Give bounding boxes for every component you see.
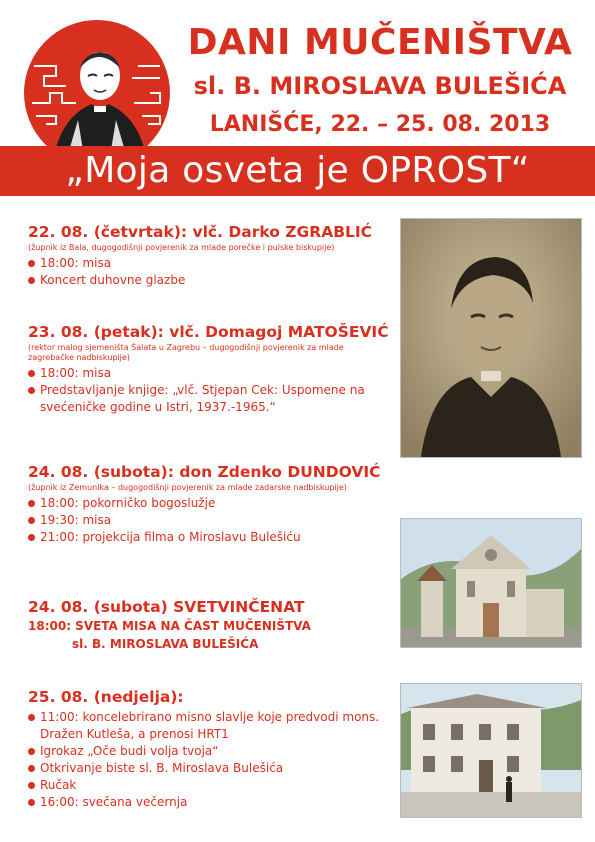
- list-item: Ručak: [28, 777, 393, 794]
- bullet-icon: [28, 370, 35, 377]
- event-day-1: [28, 222, 393, 289]
- event-heading: 24. 08. (subota): don Zdenko DUNDOVIĆ: [28, 463, 381, 481]
- list-item: Otkrivanje biste sl. B. Miroslava Bulešića: [28, 760, 393, 777]
- bullet-icon: [28, 517, 35, 524]
- list-item: Igrokaz „Oče budi volja tvoja“: [28, 743, 393, 760]
- list-item: 21:00: projekcija filma o Miroslavu Bulešiću: [28, 529, 393, 546]
- bullet-icon: [28, 782, 35, 789]
- event-items: [28, 709, 393, 811]
- bullet-icon: [28, 277, 35, 284]
- church-photo: [400, 518, 582, 648]
- page-title: DANI MUČENIŠTVA: [187, 22, 573, 63]
- bullet-icon: [28, 799, 35, 806]
- list-item: 18:00: misa: [28, 365, 393, 382]
- motto-text: „Moja osveta je OPROST“: [65, 150, 530, 191]
- list-item: 11:00: koncelebrirano misno slavlje koje predvodi mons. Dražen Kutleša, a prenosi HRT1: [28, 709, 390, 743]
- event-day-4: [28, 687, 393, 811]
- event-note: (župnik iz Zemunika – dugogodišnji povjerenik za mlade zadarske nadbiskupije): [28, 483, 347, 492]
- bullet-icon: [28, 387, 35, 394]
- event-day-2: [28, 322, 393, 416]
- bullet-icon: [28, 500, 35, 507]
- special-heading: 24. 08. (subota) SVETVINČENAT: [28, 598, 305, 616]
- bullet-icon: [28, 748, 35, 755]
- special-event: [28, 597, 393, 653]
- bullet-icon: [28, 260, 35, 267]
- page-subtitle: sl. B. MIROSLAVA BULEŠIĆA: [193, 72, 567, 100]
- bullet-icon: [28, 534, 35, 541]
- event-heading: 22. 08. (četvrtak): vlč. Darko ZGRABLIĆ: [28, 223, 373, 241]
- event-heading: 25. 08. (nedjelja):: [28, 688, 184, 706]
- event-day-3: [28, 462, 393, 546]
- event-heading: 23. 08. (petak): vlč. Domagoj MATOŠEVIĆ: [28, 323, 389, 341]
- list-item: 18:00: misa: [28, 255, 393, 272]
- list-item: 18:00: pokorničko bogoslužje: [28, 495, 393, 512]
- priest-portrait-photo: [400, 218, 582, 458]
- event-note: (rektor malog sjemeništa Šalata u Zagrebu – dugogodišnji povjerenik za mlade zagrebačke nadbiskupije): [28, 343, 344, 362]
- list-item: Koncert duhovne glazbe: [28, 272, 393, 289]
- event-items: [28, 365, 393, 416]
- list-item: 19:30: misa: [28, 512, 393, 529]
- place-date: LANIŠĆE, 22. – 25. 08. 2013: [209, 112, 551, 137]
- special-line-2: sl. B. MIROSLAVA BULEŠIĆA: [72, 637, 259, 651]
- house-photo: [400, 683, 582, 818]
- list-item: 16:00: svečana večernja: [28, 794, 393, 811]
- list-item: Predstavljanje knjige: „vlč. Stjepan Cek: Uspomene na svećeničke godine u Istri, 1937.-1965.“: [28, 382, 385, 416]
- event-items: [28, 495, 393, 546]
- event-note: (župnik iz Bala, dugogodišnji povjerenik za mlade porečke i pulske biskupije): [28, 243, 335, 252]
- bullet-icon: [28, 714, 35, 721]
- bullet-icon: [28, 765, 35, 772]
- special-line-1: 18:00: SVETA MISA NA ČAST MUČENIŠTVA: [28, 619, 311, 633]
- event-items: [28, 255, 393, 289]
